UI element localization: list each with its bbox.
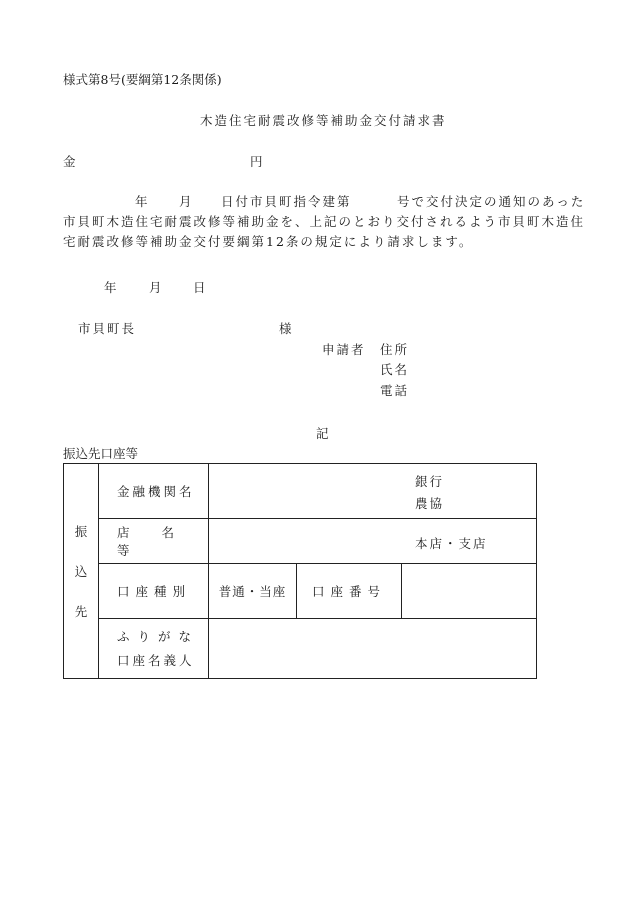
para-line1-rest: 日付市貝町指令建第 [221,194,352,209]
institution-label: 金融機関名 [99,464,209,519]
side-char-3: 先 [74,604,88,619]
date-year: 年 [104,280,117,295]
addressee-name: 市貝町長 [78,321,137,336]
para-line1-tail: 号で交付決定の通知のあった [397,194,586,209]
ki-label: 記 [316,426,329,441]
transfer-title: 振込先口座等 [63,446,139,461]
document-title: 木造住宅耐震改修等補助金交付請求書 [200,113,447,128]
account-type-label: 口座種別 [99,564,209,619]
bank-account-table [63,463,537,679]
para-line1-year: 年 [135,194,150,209]
applicant-name-label: 氏名 [380,362,410,377]
branch-value-cell[interactable] [209,519,537,564]
institution-value-cell[interactable] [209,464,537,519]
date-month: 月 [149,280,162,295]
holder-value-cell[interactable] [209,619,537,679]
para-line1-month: 月 [179,194,194,209]
para-line3: 宅耐震改修等補助金交付要綱第12条の規定により請求します。 [63,234,474,249]
applicant-address-label: 住所 [380,342,410,357]
account-type-value[interactable]: 普通・当座 [209,564,297,619]
amount-prefix: 金 [63,154,76,169]
bank-suffix: 銀行 [415,474,445,489]
account-number-value[interactable] [402,564,537,619]
holder-label-cell [99,619,209,679]
branch-label: 店 名 等 [99,519,209,564]
applicant-label: 申請者 [322,342,366,357]
branch-value: 本店・支店 [415,536,488,551]
addressee-honorific: 様 [279,321,292,336]
amount-suffix: 円 [250,154,263,169]
agri-suffix: 農協 [415,496,445,511]
account-number-label: 口座番号 [297,564,402,619]
applicant-phone-label: 電話 [380,383,410,398]
form-number: 様式第8号(要綱第12条関係) [63,72,222,87]
side-char-1: 振 [74,524,88,539]
transfer-side-label [64,464,99,679]
date-day: 日 [193,280,206,295]
para-line2: 市貝町木造住宅耐震改修等補助金を、上記のとおり交付されるよう市貝町木造住 [63,214,586,229]
furigana-label: ふりがな [117,628,200,644]
holder-label: 口座名義人 [117,652,195,668]
side-char-2: 込 [74,564,88,579]
